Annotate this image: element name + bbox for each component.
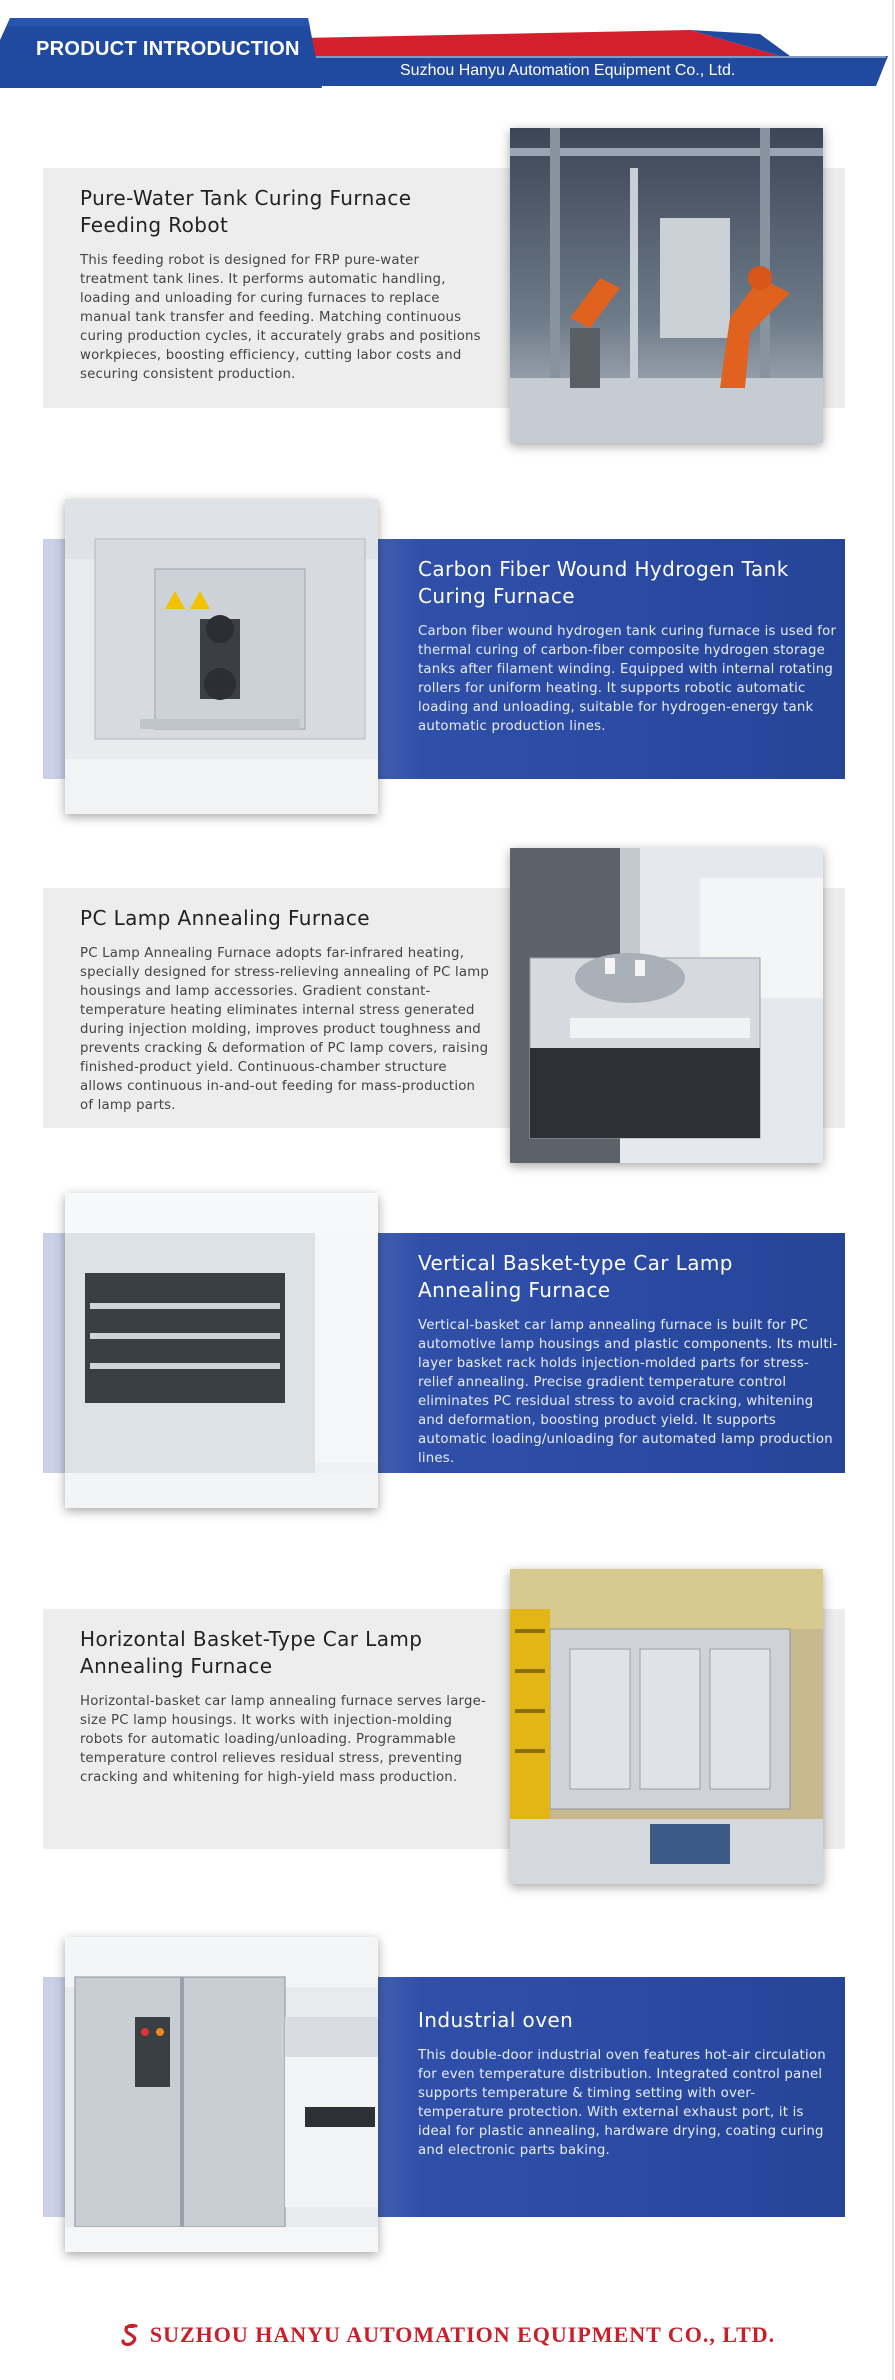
product-title: PC Lamp Annealing Furnace [80,906,370,930]
robot-arm-icon [510,128,823,443]
product-title: Horizontal Basket-Type Car Lamp Annealing Furnace [80,1627,423,1678]
product-section-3 [0,848,895,1168]
annealing-furnace-icon [510,848,823,1163]
page-title: PRODUCT INTRODUCTION [36,38,300,60]
product-description: Horizontal-basket car lamp annealing furnace serves large-size PC lamp housings. It works with injection-molding robots for automatic loading/unloading. Programmable temperature control relieves residual stress, preventing cracking and whitening for high-yield mass production. [80,1694,486,1785]
company-logo-icon [120,2323,142,2347]
product-text [418,2007,838,2160]
product-section-6 [0,1937,895,2257]
footer-company-name: SUZHOU HANYU AUTOMATION EQUIPMENT CO., LTD. [149,2322,776,2347]
basket-furnace-icon [65,1193,378,1508]
product-description: This double-door industrial oven features hot-air circulation for even temperature distribution. Integrated control panel supports temperature & timing setting with over-temperature protection. With external exhaust port, it is ideal for plastic annealing, hardware drying, coating curing and electronic parts baking. [418,2048,826,2158]
header-banner [0,0,895,100]
product-section-4 [0,1193,895,1513]
product-title: Industrial oven [418,2008,574,2032]
product-text [418,1250,838,1468]
curing-furnace-icon [65,499,378,814]
product-section-1 [0,128,895,448]
product-description: This feeding robot is designed for FRP pure-water treatment tank lines. It performs automatic handling, loading and unloading for curing furnaces to replace manual tank transfer and feeding. Matching continuous curing production cycles, it accurately grabs and positions workpieces, boosting efficiency, cutting labor costs and securing consistent production. [80,253,481,382]
product-description: PC Lamp Annealing Furnace adopts far-infrared heating, specially designed for stress-relieving annealing of PC lamp housings and lamp accessories. Gradient constant-temperature heating eliminates internal stress generated during injection molding, improves product toughness and prevents cracking & deformation of PC lamp covers, raising finished-product yield. Continuous-chamber structure allows continuous in-and-out feeding for mass-production of lamp parts. [80,946,490,1113]
product-title: Carbon Fiber Wound Hydrogen Tank Curing Furnace [418,557,789,608]
industrial-oven-icon [65,1937,378,2252]
product-title: Pure-Water Tank Curing Furnace Feeding Robot [80,186,412,237]
product-description: Vertical-basket car lamp annealing furnace is built for PC automotive lamp housings and plastic components. Its multi-layer basket rack holds injection-molded parts for stress-relief annealing. Precise gradient temperature control eliminates PC residual stress to avoid cracking, whitening and deformation, boosting product yield. It supports automatic loading/unloading for automated lamp production lines. [418,1318,838,1466]
footer-brand [120,2322,775,2348]
product-text [80,1626,490,1787]
product-section-2 [0,499,895,819]
product-text [80,905,490,1115]
horizontal-furnace-icon [510,1569,823,1884]
product-text [418,556,838,736]
product-title: Vertical Basket-type Car Lamp Annealing Furnace [418,1251,733,1302]
footer [0,2322,895,2362]
product-description: Carbon fiber wound hydrogen tank curing furnace is used for thermal curing of carbon-fiber composite hydrogen storage tanks after filament winding. Equipped with internal rotating rollers for uniform heating. It supports robotic automatic loading and unloading, suitable for hydrogen-energy tank automatic production lines. [418,624,837,734]
product-text [80,185,490,384]
product-section-5 [0,1569,895,1889]
header-company-name: Suzhou Hanyu Automation Equipment Co., Ltd. [400,62,736,79]
